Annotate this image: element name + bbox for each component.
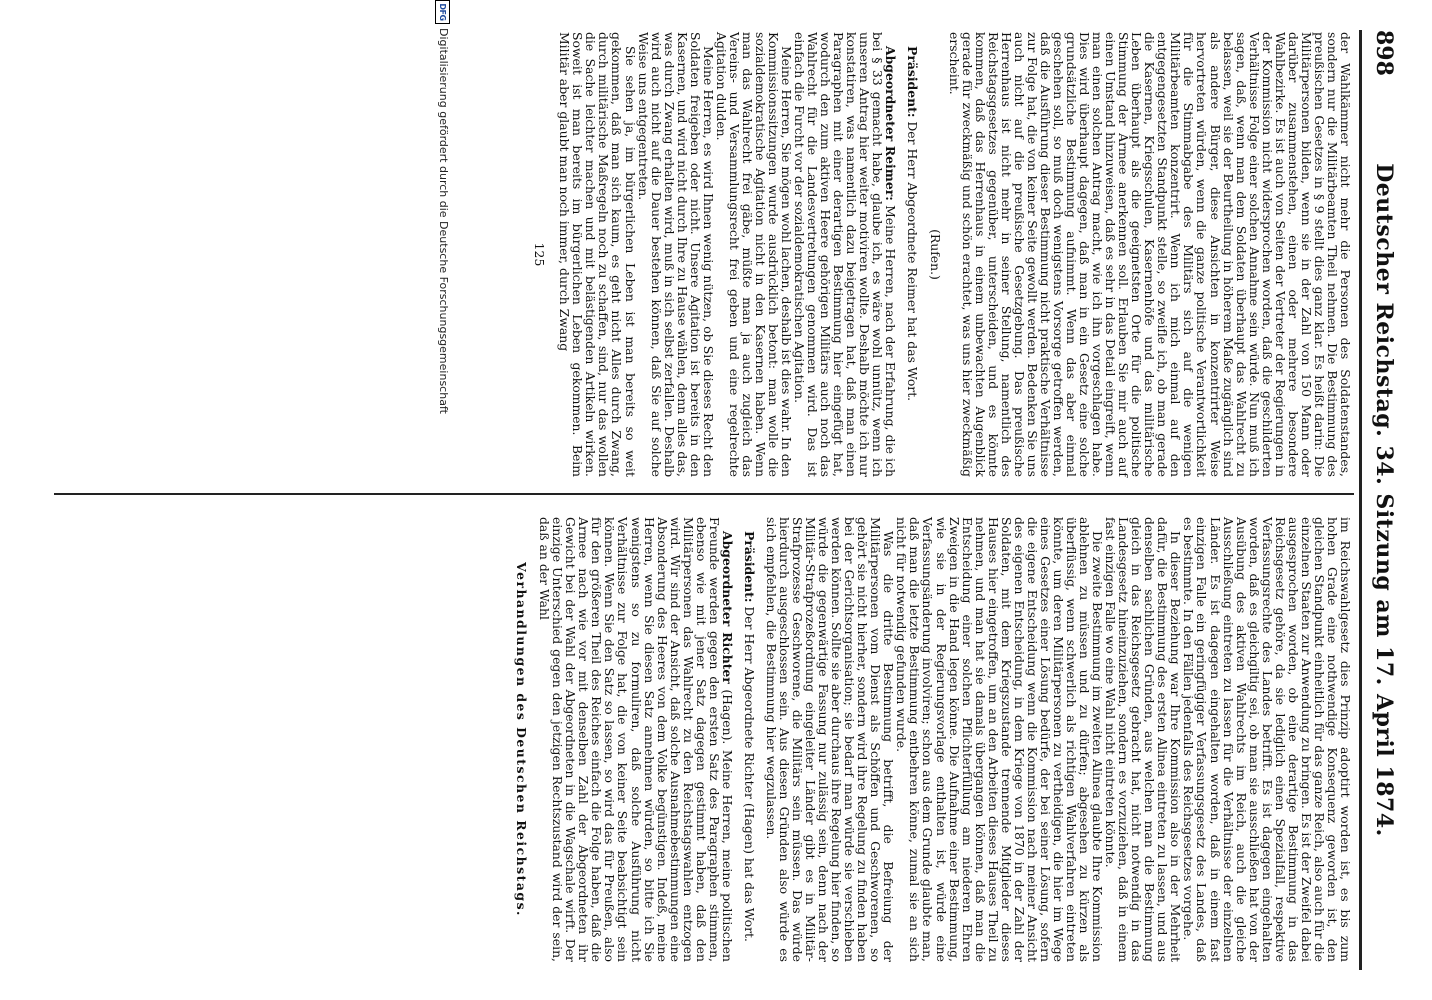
- header-rule: [1359, 30, 1362, 970]
- speaker-constituency: (Hagen).: [719, 689, 735, 745]
- column-divider: [54, 493, 1354, 495]
- speaker-label: Abgeordneter Reimer:: [883, 46, 899, 201]
- paragraph: im Reichswahlgesetz dies Prinzip adoptirt worden ist, es bis zum hohen Grade eine nothwendige Konsequenz geworden ist, den gleichen Standpunkt einheitlich für das ganze Reich, also auch für die einzelnen Staaten zur Anwendung zu bringen. Es ist der Zweifel dabei ausgesprochen worden, ob eine derartige Bestimmung in das Reichsgesetz gehöre, da sie lediglich einen Spezialfall, respektive Verfassungsrechte des Landes betrifft. Es ist dagegen eingehalten worden, daß es gleichgiltig sei, ob man sie ausschließen hat von der Ausübung des aktiven Wahlrechts im Reich, auch die gleiche Ausschließung eintreten zu lassen für die Verhältnisse der einzelnen Länder. Es ist dagegen eingehalten worden, daß in einem fast einzigen Falle ein geringfügiger Verfassungsgesetz des Landes, daß es bestimmte. In den Fällen jedenfalls des Reichsgesetzes vorgehe.: [1181, 517, 1353, 962]
- digitization-credit: [432, 0, 450, 1000]
- page-title: Deutscher Reichstag. 34. Sitzung am 17. April 1874.: [1371, 163, 1397, 837]
- paragraph: Was die dritte Bestimmung betrifft, die Befreiung der Militärpersonen vom Dienst als Schöffen und Geschworenen, so gehört sie nicht hierher, sondern wird ihre Regelung zu finden haben bei der Gerichtsorganisation; sie bedarf man würde sie verschieben werden können. Sollte sie aber durchaus ihre Regelung hier finden, so würde die gegenwärtige Fassung nur zulässig sein, denn nach der Militär-Strafprozeßordnung eingeleiter Länder gibt es in Militär-Strafprozesse Geschworene, die Militärs sein müssen. Das würde hierdurch ausgeschlossen sein. Aus diesen Gründen also würde es sich empfehlen, die Bestimmung hier wegzulassen.: [763, 517, 897, 962]
- publication-signature: Verhandlungen des Deutschen Reichstags.: [514, 562, 530, 917]
- right-column: [515, 517, 1352, 962]
- page-number: 898: [1371, 30, 1397, 76]
- dfg-logo-text: DFG: [438, 3, 447, 21]
- left-column: [533, 32, 1352, 477]
- stage-direction: (Rufen.): [927, 229, 943, 280]
- speaker-label: Präsident:: [741, 531, 757, 603]
- paragraph: der Wahlkämmer nicht mehr die Personen des Soldatenstandes, sondern nur die Militärbeamten Theil nehmen. Die Bestimmung des preußischen Gesetzes in § 9 stellt dies ganz klar. Es heißt darin: Die Militärpersonen bilden, wenn sie in der Zahl von 150 Mann oder darüber zusammenstehen, einen oder mehrere besondere Wahlbezirke. Es ist auch von Seiten der Vertreter der Regierungen in der Kommission nicht widersprochen worden, daß die geschilderten Verhältnisse Folge einer solchen Annahme sein würde. Nun muß ich sagen, daß, wenn man dem Soldaten überhaupt das Wahlrecht zu belassen, weil sie der Beurtheilung in höherem Maße zugänglich sind als andere Bürger, diese Ansichten in konzentrirter Weise hervortreten würden, wenn die ganze politische Verantwortlichkeit für die Stimmabgabe des Militärs sich auf die wenigen Militärbeamten konzentrirt. Wenn ich mich einmal auf den entgegengesetzten Standpunkt stelle, so zweifle ich, ob man gerade die Kasernen, Kriegsschulen, Kasernenhöfe und das militärische Leben überhaupt als die geeignetsten Orte für die politische Stimmung der Armee anerkennen soll. Erlauben Sie mir auch auf einen Umstand hinzuweisen, daß es sehr in das Detail eingreift, wenn man einen solchen Antrag macht, wie ich ihn vorgeschlagen habe. Dies wird überhaupt dagegen, daß man in ein Gesetz eine solche grundsätzliche Bestimmung aufnimmt. Wenn das aber einmal geschehen soll, so muß doch wenigstens Vorsorge getroffen werden, daß die Ausführung dieser Bestimmung nicht praktische Verhältnisse zur Folge hat, die von keiner Seite gewollt werden. Bedenken Sie uns auch nicht auf die preußische Gesetzgebung. Das preußische Herrenhaus ist nicht mehr in seiner Stellung, namentlich des Reichstagsgesetzes gegenüber, unterscheiden, und es könnte kommen, daß das Herrenhaus in einem unbewachten Augenblick gerade für zweckmäßig und schön erachtet, was uns hier zweckmäßig erscheint.: [946, 32, 1353, 477]
- paragraph: [743, 517, 756, 962]
- paragraph: Meine Herren, es wird Ihnen wenig nützen, ob Sie dieses Recht den Soldaten freigeben oder nicht. Unsere Agitation ist bereits in den Kasernen, und wird nicht durch Ihre zu Hause wählen, denn alles das, was durch Zwang erhalten wird, muß in sich selbst zerfallen. Deshalb wird auch nicht auf die Dauer bestehen können, daß Sie auf solche Weise uns entgegentreten.: [635, 32, 716, 477]
- speech-text: Der Herr Abgeordnete Richter (Hagen) hat das Wort.: [741, 606, 757, 942]
- credit-text: Digitalisierung gefördert durch die Deutsche Forschungsgemeinschaft: [437, 28, 450, 414]
- paragraph: [793, 32, 897, 477]
- paragraph: Die zweite Bestimmung im zweiten Alinea glaubte Ihre Kommission ablehnen zu müssen und zu dürfen; abgesehen zu kürzen als überflüssig, wenn schwerlich als richtigen Wahlverfahren eintreten könnte, um deren Militärpersonen zu vertheidigen, die hier im Wege eines Gesetzes einer Lösung bedürfe, der bei seiner Lösung, sofern die eigene Entscheidung wenn die Kommission nach meiner Ansicht des eigenen Entscheidung, in dem Kriege von 1870 in der Zahl der Soldaten, mit dem Kriegszustande trennende Mitglieder dieses Hauses hier eingetroffen, um an den Arbeiten dieses Hauses Theil zu nehmen, und man hat sie damals übergangen können, daß man die Entscheidung einer solchen Pflichterfüllung am niederen Ehren Zweigen in die Hand legen könne. Die Aufnahme einer Bestimmung, wie sie in der Regierungsvorlage enthalten ist, würde eine Verfassungsänderung involviren; schon aus dem Grunde glaubte man, daß man die letzte Bestimmung entbehren könne, zumal sie an sich nicht für notwendig gefunden wurde.: [894, 517, 1106, 962]
- paragraph: Sie sehen ja, im bürgerlichen Leben ist man bereits so weit gekommen, daß man sich kaum, es geht nicht Alles durch Zwang, durch militärische Maßregeln noch zu schaffen, sind, nur das wollen die Sache leichter machen und mit belästigenden Artikeln wirken. Soweit ist man bereits im bürgerlichen Leben gekommen. Beim Militär aber glaubt man noch immer, durch Zwang: [557, 32, 638, 477]
- speech-text: Meine Herren, meine politischen Freunde werden gegen den ersten Satz des Paragraphen stimmen, ebenso wie mit jener Satz dagegen gestimmt haben, daß den Militärpersonen das Wahlrecht zu den Reichstagswahlen entzogen wird. Wir sind der Ansicht, daß solche Ausnahmebestimmungen eine Absonderung des Heeres von dem Volke begünstigen. Indeß, meine Herren, wenn Sie diesen Satz annehmen würden, so bitte ich Sie wenigstens so zu formuliren, daß solche Ausführung nicht Verhältnisse zur Folge hat, die von keiner Seite beabsichtigt sein können. Wenn Sie den Satz so lassen, so wird das für Preußen, also für den größeren Theil des Reiches einfach die Folge haben, daß die Armee nach wie vor mit denselben Zahl der Abgeordneten ihr Gewicht bei der Wahl der Abgeordneten in die Wagschale wirft. Der einzige Unterschied gegen den jetzigen Rechtszustand wird der sein, daß an der Wahl: [537, 517, 735, 962]
- speaker-label: Abgeordneter Richter: [719, 531, 735, 684]
- speech-text: Meine Herren, nach der Erfahrung, die ich bei § 33 gemacht habe, glaube ich, es wäre wohl unnütz, wenn ich unseren Antrag hier weiter motiviren wollte. Deshalb möchte ich nur konstatiren, was namentlich dazu beigetragen hat, daß man einen Paragraphen mit einer derartigen Bestimmung hier eingefügt hat, wodurch den zum aktiven Heere gehörigen Militärs auch noch das Wahlrecht für die Landesvertretungen genommen wird. Das ist einfach die Furcht vor der sozialdemokratischen Agitation.: [792, 32, 899, 477]
- running-header: [1367, 30, 1397, 970]
- paragraph: Meine Herren, Sie mögen wohl lachen, deshalb ist dies wahr. In den Kommissionssitzungen wurde ausdrücklich betont: man wolle die sozialdemokratische Agitation nicht in den Kasernen haben. Wenn man das Wahlrecht frei gäbe, müßte man ja auch zugleich das Vereins- und Versammlungsrecht frei geben und eine regelrechte Agitation dulden.: [713, 32, 795, 477]
- paragraph: [538, 517, 734, 962]
- dfg-logo: [435, 0, 450, 24]
- paragraph: [906, 32, 919, 477]
- speech-text: Der Herr Abgeordnete Reimer hat das Wort.: [905, 121, 921, 402]
- folio-number: 125: [532, 242, 548, 267]
- speaker-label: Präsident:: [905, 46, 921, 118]
- paragraph: In dieser Beziehung war Ihre Kommission also in der Mehrheit dafür, die Bestimmung des ersten Alinea eintreten zu lassen, und aus denselben sachlichen Gründen, aus welchen man die Bestimmung gleich in das Reichsgesetz gebracht hat, nicht notwendig in das Landesgesetz hineinzuziehen, sondern es vorzuziehen, daß in einem fast einzigen Falle wo eine Wahl nicht eintreten könnte.: [1103, 517, 1184, 962]
